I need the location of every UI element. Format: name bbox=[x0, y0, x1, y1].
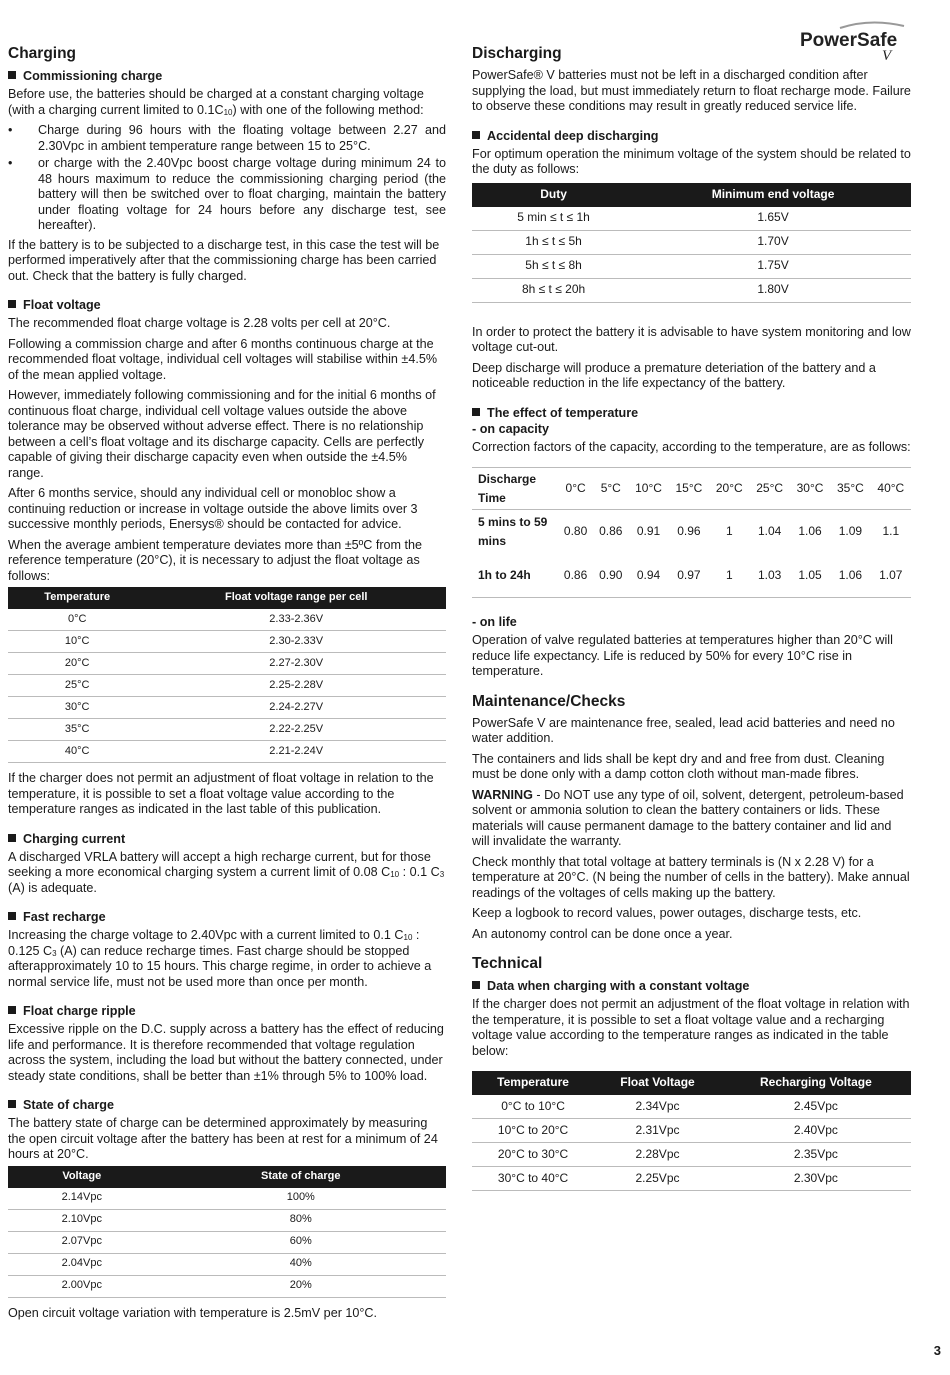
float-p4: After 6 months service, should any individual cell or monobloc show a continuing reduction or increase in voltage outside the above limits over 3 successive monthly periods, Enersys® should be contacted for advice. bbox=[8, 486, 418, 531]
table-cell: 2.10Vpc bbox=[8, 1209, 156, 1231]
warning-label: WARNING bbox=[472, 787, 533, 802]
table-cell: 2.40Vpc bbox=[721, 1119, 911, 1143]
bullet-item: • or charge with the 2.40Vpc boost charge voltage during minimum 24 to 48 hours maximum to reduce the commissioning charging period (the battery will then be switched over to float charging, maintain the battery under floating voltage for 24 hours before any discharge test, see hereafter). bbox=[8, 156, 446, 234]
table-row bbox=[472, 554, 911, 598]
left-column bbox=[8, 45, 446, 1326]
temp-header: 20°C bbox=[715, 480, 743, 495]
temp-header: 40°C bbox=[877, 480, 905, 495]
table-cell: 2.04Vpc bbox=[8, 1253, 156, 1275]
commissioning-intro bbox=[8, 87, 446, 118]
capacity-correction-table bbox=[472, 467, 911, 598]
float-p1: The recommended float charge voltage is 2.28 volts per cell at 20°C. bbox=[8, 316, 391, 330]
table-row bbox=[8, 1253, 446, 1275]
charging-current-b: : 0.1 C bbox=[399, 865, 440, 879]
maintenance-p4: Keep a logbook to record values, power outages, discharge tests, etc. bbox=[472, 906, 862, 920]
discharging-p2: In order to protect the battery it is advisable to have system monitoring and low voltage cut-out. bbox=[472, 324, 911, 354]
table-cell: 2.45Vpc bbox=[721, 1095, 911, 1119]
table-cell: 10°C to 20°C bbox=[472, 1119, 594, 1143]
fast-recharge-b: : 0.125 C bbox=[8, 928, 420, 958]
discharge-time-label: Discharge Time bbox=[478, 471, 537, 505]
deep-discharging-heading bbox=[472, 128, 911, 144]
temp-header: 10°C bbox=[635, 480, 662, 495]
technical-heading-text: Data when charging with a constant voltage bbox=[487, 979, 750, 993]
table-cell: 8h ≤ t ≤ 20h bbox=[472, 278, 635, 302]
table-row bbox=[472, 1095, 911, 1119]
table-cell: 1.70V bbox=[635, 230, 911, 254]
table-cell: 2.27-2.30V bbox=[146, 653, 446, 675]
temp-header: 5°C bbox=[600, 480, 621, 495]
row-label: 1h to 24h bbox=[478, 567, 531, 582]
table-cell: 1 bbox=[709, 510, 749, 554]
table-cell: 1.1 bbox=[871, 510, 911, 554]
table-cell: 1.05 bbox=[798, 567, 822, 582]
ripple-heading-text: Float charge ripple bbox=[23, 1004, 136, 1018]
capacity-subheading: - on capacity bbox=[472, 421, 549, 436]
table-cell: 2.21-2.24V bbox=[146, 741, 446, 763]
table-row bbox=[8, 741, 446, 763]
table-cell: 2.33-2.36V bbox=[146, 609, 446, 631]
table-cell: 80% bbox=[156, 1209, 446, 1231]
commissioning-intro-b: ) with one of the following method: bbox=[232, 102, 424, 117]
table-cell: 2.28Vpc bbox=[594, 1143, 721, 1167]
table-cell: 10°C bbox=[8, 631, 146, 653]
table-cell: 0.91 bbox=[628, 510, 668, 554]
temp-header: 30°C bbox=[796, 480, 824, 495]
float-voltage-table bbox=[8, 587, 446, 763]
commissioning-intro-sub: 10 bbox=[223, 107, 233, 117]
table-cell: 2.07Vpc bbox=[8, 1231, 156, 1253]
state-of-charge-table bbox=[8, 1166, 446, 1298]
charging-current-c: (A) is adequate. bbox=[8, 880, 97, 895]
discharging-p3: Deep discharge will produce a premature deteriation of the battery and a noticeable reduction in the life expectancy of the battery. bbox=[472, 360, 876, 390]
fast-recharge-sub2: 3 bbox=[52, 948, 57, 958]
discharging-p1: PowerSafe® V batteries must not be left in a discharged condition after supplying the load, but must immediately return to float recharge mode. Failure to observe these conditions may result in greatly reduced service life. bbox=[472, 68, 911, 113]
commissioning-heading bbox=[8, 68, 446, 84]
commissioning-bullets bbox=[8, 123, 446, 234]
table-cell: 20°C bbox=[8, 653, 146, 675]
table-row bbox=[8, 675, 446, 697]
fast-recharge-heading-text: Fast recharge bbox=[23, 910, 106, 924]
table-row bbox=[8, 609, 446, 631]
table-cell: 1.07 bbox=[879, 567, 903, 582]
float-voltage-heading-text: Float voltage bbox=[23, 298, 101, 312]
table-row bbox=[8, 1231, 446, 1253]
table-header: Float Voltage bbox=[594, 1071, 721, 1095]
duty-table bbox=[472, 183, 911, 303]
bullet-item: • Charge during 96 hours with the floating voltage between 2.27 and 2.30Vpc in ambient temperature range between 15 to 25°C. bbox=[8, 123, 446, 154]
float-p5: When the average ambient temperature deviates more than ±5ºC from the reference temperature (20°C), it is necessary to adjust the float voltage as follows: bbox=[8, 537, 423, 583]
discharging-title: Discharging bbox=[472, 45, 562, 62]
table-row bbox=[472, 230, 911, 254]
maintenance-p3: Check monthly that total voltage at battery terminals is (N x 2.28 V) for a temperature at 20°C. (N being the number of cells in the battery). Make annual readings of the voltages of cells making up the battery. bbox=[472, 854, 910, 900]
square-bullet-icon bbox=[8, 300, 16, 308]
life-subheading: - on life bbox=[472, 615, 517, 629]
table-cell: 2.00Vpc bbox=[8, 1275, 156, 1297]
commissioning-intro-a: Before use, the batteries should be charged at a constant charging voltage (with a charging current limited to 0.1C bbox=[8, 87, 424, 117]
table-cell: 20% bbox=[156, 1275, 446, 1297]
table-cell: 1.09 bbox=[830, 510, 870, 554]
table-cell: 0.86 bbox=[563, 567, 588, 582]
table-header: Float voltage range per cell bbox=[146, 587, 446, 609]
fast-recharge-c: (A) can reduce recharge times. Fast charge should be stopped afterapproximately 10 to 15 hours. This charge regime, in order to achieve a normal service life, must not be used more than once per month. bbox=[8, 943, 432, 989]
table-cell: 1.04 bbox=[749, 510, 789, 554]
open-circuit-footer: Open circuit voltage variation with temperature is 2.5mV per 10°C. bbox=[8, 1305, 378, 1320]
row-label: 5 mins to 59 mins bbox=[472, 510, 558, 554]
table-row bbox=[472, 254, 911, 278]
temperature-heading bbox=[472, 405, 911, 421]
table-cell: 5 min ≤ t ≤ 1h bbox=[472, 207, 635, 231]
float-voltage-heading bbox=[8, 297, 446, 313]
square-bullet-icon bbox=[8, 912, 16, 920]
float-p6: If the charger does not permit an adjustment of float voltage in relation to the temperature, it is possible to set a float voltage value according to the temperature ranges as indicated in the last table of this publication. bbox=[8, 771, 434, 816]
table-cell: 1.06 bbox=[790, 510, 830, 554]
table-row bbox=[8, 719, 446, 741]
charging-current-heading bbox=[8, 831, 446, 847]
temperature-heading-text: The effect of temperature bbox=[487, 405, 639, 420]
logo-suffix: V bbox=[882, 48, 892, 64]
table-cell: 0°C to 10°C bbox=[472, 1095, 594, 1119]
state-of-charge-heading bbox=[8, 1097, 446, 1113]
table-cell: 1.75V bbox=[635, 254, 911, 278]
capacity-p: Correction factors of the capacity, according to the temperature, are as follows: bbox=[472, 439, 911, 454]
table-row bbox=[472, 1143, 911, 1167]
table-row bbox=[8, 1275, 446, 1297]
table-row bbox=[8, 1188, 446, 1210]
charging-current-sub2: 3 bbox=[439, 870, 445, 879]
maintenance-warning bbox=[472, 788, 911, 850]
table-cell: 20°C to 30°C bbox=[472, 1143, 594, 1167]
temp-header: 0°C bbox=[565, 480, 586, 495]
table-cell: 1.03 bbox=[757, 567, 782, 582]
maintenance-p1: PowerSafe V are maintenance free, sealed, lead acid batteries and need no water addition. bbox=[472, 715, 895, 745]
table-cell: 30°C bbox=[8, 697, 146, 719]
table-header: Duty bbox=[472, 183, 635, 207]
table-header: State of charge bbox=[156, 1166, 446, 1188]
state-of-charge-heading-text: State of charge bbox=[23, 1098, 114, 1112]
state-of-charge-p: The battery state of charge can be determined approximately by measuring the open circuit voltage after the battery has been at rest for a minimum of 24 hours at 20°C. bbox=[8, 1116, 438, 1161]
charging-current-a: A discharged VRLA battery will accept a high recharge current, but for those seeking a more economical charging system a current limit of 0.08 C bbox=[8, 849, 431, 879]
discharge-test-note: If the battery is to be subjected to a discharge test, in this case the test will be performed imperatively after that the commissioning charge has been carried out. Check that the battery is fully charged. bbox=[8, 237, 440, 283]
temp-header: 25°C bbox=[756, 480, 784, 495]
table-header: Temperature bbox=[472, 1071, 594, 1095]
table-cell: 30°C to 40°C bbox=[472, 1167, 594, 1191]
table-cell: 1.06 bbox=[838, 567, 863, 582]
table-cell: 2.34Vpc bbox=[594, 1095, 721, 1119]
temp-header: 35°C bbox=[837, 480, 864, 495]
charging-current-sub1: 10 bbox=[390, 870, 400, 879]
table-header: Voltage bbox=[8, 1166, 156, 1188]
table-cell: 0.96 bbox=[669, 510, 709, 554]
table-row bbox=[472, 510, 911, 554]
table-cell: 2.25Vpc bbox=[594, 1167, 721, 1191]
commissioning-heading-text: Commissioning charge bbox=[23, 69, 163, 83]
table-cell: 40°C bbox=[8, 741, 146, 763]
table-header: Recharging Voltage bbox=[721, 1071, 911, 1095]
deep-discharging-heading-text: Accidental deep discharging bbox=[487, 128, 659, 143]
constant-voltage-table bbox=[472, 1071, 911, 1191]
table-row bbox=[472, 1119, 911, 1143]
table-row bbox=[472, 1167, 911, 1191]
table-row bbox=[8, 1209, 446, 1231]
table-cell: 1h ≤ t ≤ 5h bbox=[472, 230, 635, 254]
right-column bbox=[472, 45, 911, 1199]
technical-heading bbox=[472, 978, 911, 994]
table-row bbox=[472, 468, 911, 510]
table-cell: 0.94 bbox=[636, 567, 661, 582]
square-bullet-icon bbox=[8, 1100, 16, 1108]
table-cell: 2.14Vpc bbox=[8, 1188, 156, 1210]
table-cell: 1.65V bbox=[635, 207, 911, 231]
table-cell: 2.30-2.33V bbox=[146, 631, 446, 653]
table-cell: 0°C bbox=[8, 609, 146, 631]
table-cell: 0.90 bbox=[599, 567, 623, 582]
warning-text: - Do NOT use any type of oil, solvent, detergent, petroleum-based solvent or ammonia solution to clean the battery containers or lids. These materials will cause permanent damage to the battery container and lid and will invalidate the warranty. bbox=[472, 787, 904, 848]
table-cell: 5h ≤ t ≤ 8h bbox=[472, 254, 635, 278]
charging-title: Charging bbox=[8, 45, 77, 62]
deep-discharging-p: For optimum operation the minimum voltage of the system should be related to the duty as follows: bbox=[472, 146, 911, 176]
table-cell: 1 bbox=[725, 567, 733, 582]
table-cell: 2.24-2.27V bbox=[146, 697, 446, 719]
technical-title: Technical bbox=[472, 955, 543, 972]
table-row bbox=[8, 653, 446, 675]
maintenance-p2: The containers and lids shall be kept dry and and free from dust. Cleaning must be done only with a damp cotton cloth without man-made fibres. bbox=[472, 751, 885, 781]
fast-recharge-a: Increasing the charge voltage to 2.40Vpc with a current limited to 0.1 C bbox=[8, 928, 404, 942]
ripple-heading bbox=[8, 1003, 446, 1019]
table-cell: 2.30Vpc bbox=[721, 1167, 911, 1191]
float-p2: Following a commission charge and after 6 months continuous charge at the recommended float voltage, individual cell voltages will stabilise within ±4.5% of the mean applied voltage. bbox=[8, 336, 438, 382]
square-bullet-icon bbox=[8, 1006, 16, 1014]
table-cell: 35°C bbox=[8, 719, 146, 741]
page-number: 3 bbox=[933, 1343, 941, 1358]
table-cell: 60% bbox=[156, 1231, 446, 1253]
temp-header: 15°C bbox=[675, 480, 703, 495]
table-cell: 2.35Vpc bbox=[721, 1143, 911, 1167]
table-cell: 0.86 bbox=[593, 510, 628, 554]
square-bullet-icon bbox=[8, 71, 16, 79]
life-p: Operation of valve regulated batteries at temperatures higher than 20°C will reduce life expectancy. Life is reduced by 50% for every 10°C rise in temperature. bbox=[472, 633, 893, 678]
table-cell: 2.31Vpc bbox=[594, 1119, 721, 1143]
square-bullet-icon bbox=[472, 131, 480, 139]
float-p3: However, immediately following commissioning and for the initial 6 months of continuous float charge, individual cell voltage values outside the above tolerance may be observed without adverse effect. There is no relationship between a cell’s float voltage and its discharge capacity. Cells are perfectly capable of giving their discharge capacity even when outside the ±4.5% range. bbox=[8, 388, 436, 480]
fast-recharge-p bbox=[8, 928, 446, 990]
table-cell: 25°C bbox=[8, 675, 146, 697]
table-row bbox=[472, 207, 911, 231]
maintenance-p5: An autonomy control can be done once a year. bbox=[472, 926, 733, 941]
table-cell: 2.22-2.25V bbox=[146, 719, 446, 741]
charging-current-heading-text: Charging current bbox=[23, 831, 126, 846]
table-cell: 2.25-2.28V bbox=[146, 675, 446, 697]
logo-wordmark: PowerSafe bbox=[800, 30, 898, 51]
charging-current-p bbox=[8, 850, 446, 897]
table-cell: 1.80V bbox=[635, 278, 911, 302]
square-bullet-icon bbox=[8, 834, 16, 842]
table-cell: 100% bbox=[156, 1188, 446, 1210]
table-cell: 0.80 bbox=[558, 510, 593, 554]
fast-recharge-heading bbox=[8, 909, 446, 925]
table-cell: 0.97 bbox=[677, 567, 701, 582]
table-cell: 40% bbox=[156, 1253, 446, 1275]
ripple-p: Excessive ripple on the D.C. supply across a battery has the effect of reducing life and performance. It is therefore recommended that voltage regulation across the system, including the load but without the battery connected, under steady state conditions, shall be better than ±1% through 5% to 100% load. bbox=[8, 1022, 444, 1083]
square-bullet-icon bbox=[472, 408, 480, 416]
fast-recharge-sub1: 10 bbox=[403, 933, 413, 942]
table-row bbox=[8, 697, 446, 719]
maintenance-title: Maintenance/Checks bbox=[472, 692, 626, 710]
table-row bbox=[8, 631, 446, 653]
technical-p: If the charger does not permit an adjustment of the float voltage in relation with the temperature, it is possible to set a float voltage value and a recharging voltage value according to the temperature ranges as indicated in the table below: bbox=[472, 997, 910, 1058]
table-header: Minimum end voltage bbox=[635, 183, 911, 207]
table-header: Temperature bbox=[8, 587, 146, 609]
table-row bbox=[472, 278, 911, 302]
square-bullet-icon bbox=[472, 981, 480, 989]
